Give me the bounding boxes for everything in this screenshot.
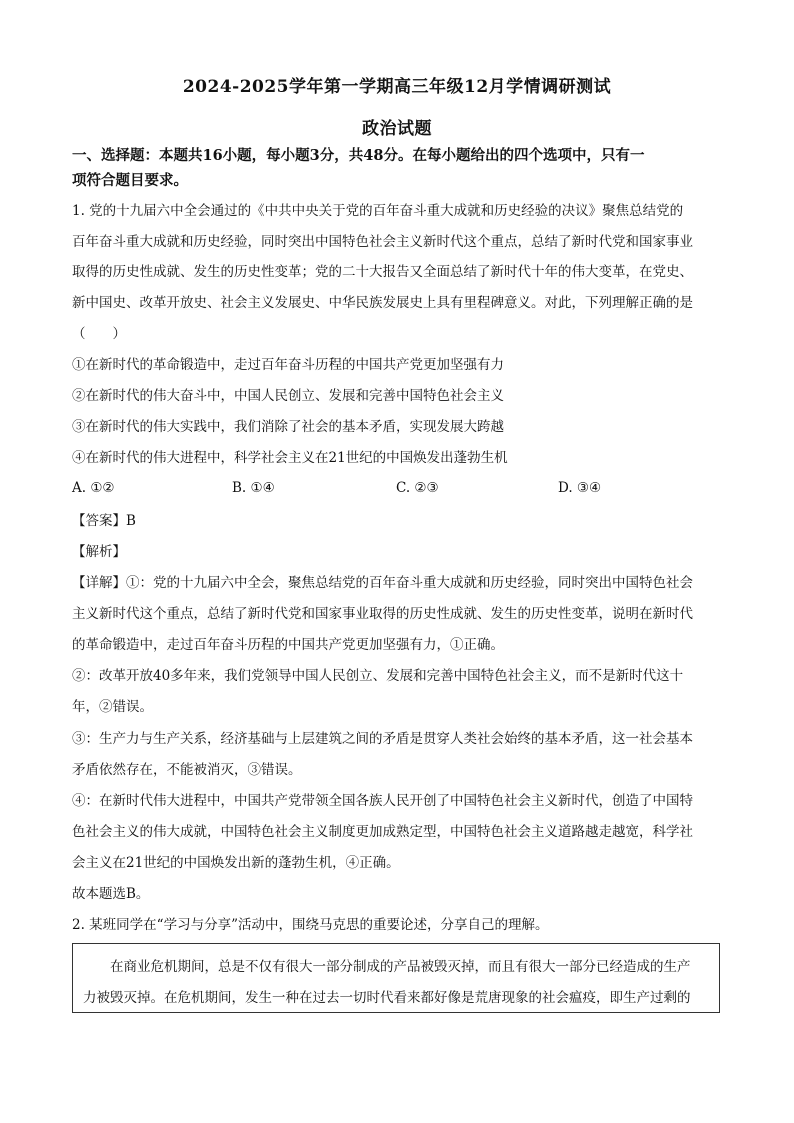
exam-subject: 政治试题 — [362, 119, 432, 139]
q1-detail-line: 矛盾依然存在，不能被消灭，③错误。 — [72, 762, 302, 778]
q1-detail-line: 色社会主义的伟大成就，中国特色社会主义制度更加成熟定型，中国特色社会主义道路越走越宽，科学社 — [72, 824, 693, 840]
q1-detail-line: ②：改革开放40多年来，我们党领导中国人民创立、发展和完善中国特色社会主义，而不是新时代这十 — [72, 668, 684, 684]
q2-quote-line: 力被毁灭掉。在危机期间，发生一种在过去一切时代看来都好像是荒唐现象的社会瘟疫，即生产过剩的 — [83, 990, 691, 1006]
q1-option-b: B. ①④ — [232, 480, 275, 496]
q1-stem-line: 百年奋斗重大成就和历史经验，同时突出中国特色社会主义新时代这个重点，总结了新时代党和国家事业 — [72, 234, 693, 250]
q1-detail-line: 故本题选B。 — [72, 886, 150, 902]
section-header-line2: 项符合题目要求。 — [72, 172, 188, 189]
section-header-line1: 一、选择题：本题共16小题，每小题3分，共48分。在每小题给出的四个选项中，只有一 — [72, 147, 645, 164]
q1-answer — [72, 511, 722, 531]
q1-detail-line: 会主义在21世纪的中国焕发出新的蓬勃生机，④正确。 — [72, 855, 400, 871]
q1-statement: ④在新时代的伟大进程中，科学社会主义在21世纪的中国焕发出蓬勃生机 — [72, 450, 508, 466]
q1-option-d: D. ③④ — [558, 480, 602, 496]
q1-analysis-tag: 【解析】 — [72, 544, 126, 560]
q1-statement: ②在新时代的伟大奋斗中，中国人民创立、发展和完善中国特色社会主义 — [72, 388, 504, 404]
exam-title: 2024-2025学年第一学期高三年级12月学情调研测试 — [182, 77, 612, 97]
q1-detail-line: 【详解】①：党的十九届六中全会，聚焦总结党的百年奋斗重大成就和历史经验，同时突出中国特色社会 — [72, 575, 693, 591]
q1-detail-line: 年，②错误。 — [72, 699, 153, 715]
answer-value: B — [126, 513, 136, 529]
q1-detail-line: ④：在新时代伟大进程中，中国共产党带领全国各族人民开创了中国特色社会主义新时代，创造了中国特 — [72, 793, 693, 809]
q1-stem-line: 取得的历史性成就、发生的历史性变革；党的二十大报告又全面总结了新时代十年的伟大变革，在党史、 — [72, 264, 693, 280]
q1-stem-line: 新中国史、改革开放史、社会主义发展史、中华民族发展史上具有里程碑意义。对此，下列理解正确的是 — [72, 295, 693, 311]
q1-detail-line: ③：生产力与生产关系，经济基础与上层建筑之间的矛盾是贯穿人类社会始终的基本矛盾，这一社会基本 — [72, 731, 693, 747]
q1-stem-line: （ ） — [72, 326, 126, 342]
q1-stem-line: 1. 党的十九届六中全会通过的《中共中央关于党的百年奋斗重大成就和历史经验的决议》聚焦总结党的 — [72, 203, 684, 219]
q2-stem: 2. 某班同学在“学习与分享”活动中，围绕马克思的重要论述，分享自己的理解。 — [72, 917, 549, 933]
q1-option-c: C. ②③ — [396, 480, 439, 496]
answer-tag: 【答案】 — [72, 513, 126, 529]
q1-detail-line: 的革命锻造中，走过百年奋斗历程的中国共产党更加坚强有力，①正确。 — [72, 637, 504, 653]
q2-quote-box — [72, 943, 720, 1013]
q1-detail-line: 主义新时代这个重点，总结了新时代党和国家事业取得的历史性成就、发生的历史性变革，说明在新时代 — [72, 606, 693, 622]
q2-quote-line: 在商业危机期间，总是不仅有很大一部分制成的产品被毁灭掉，而且有很大一部分已经造成的生产 — [83, 959, 691, 975]
q1-statement: ③在新时代的伟大实践中，我们消除了社会的基本矛盾，实现发展大跨越 — [72, 419, 504, 435]
q1-option-a: A. ①② — [72, 480, 115, 496]
q1-statement: ①在新时代的革命锻造中，走过百年奋斗历程的中国共产党更加坚强有力 — [72, 357, 504, 373]
